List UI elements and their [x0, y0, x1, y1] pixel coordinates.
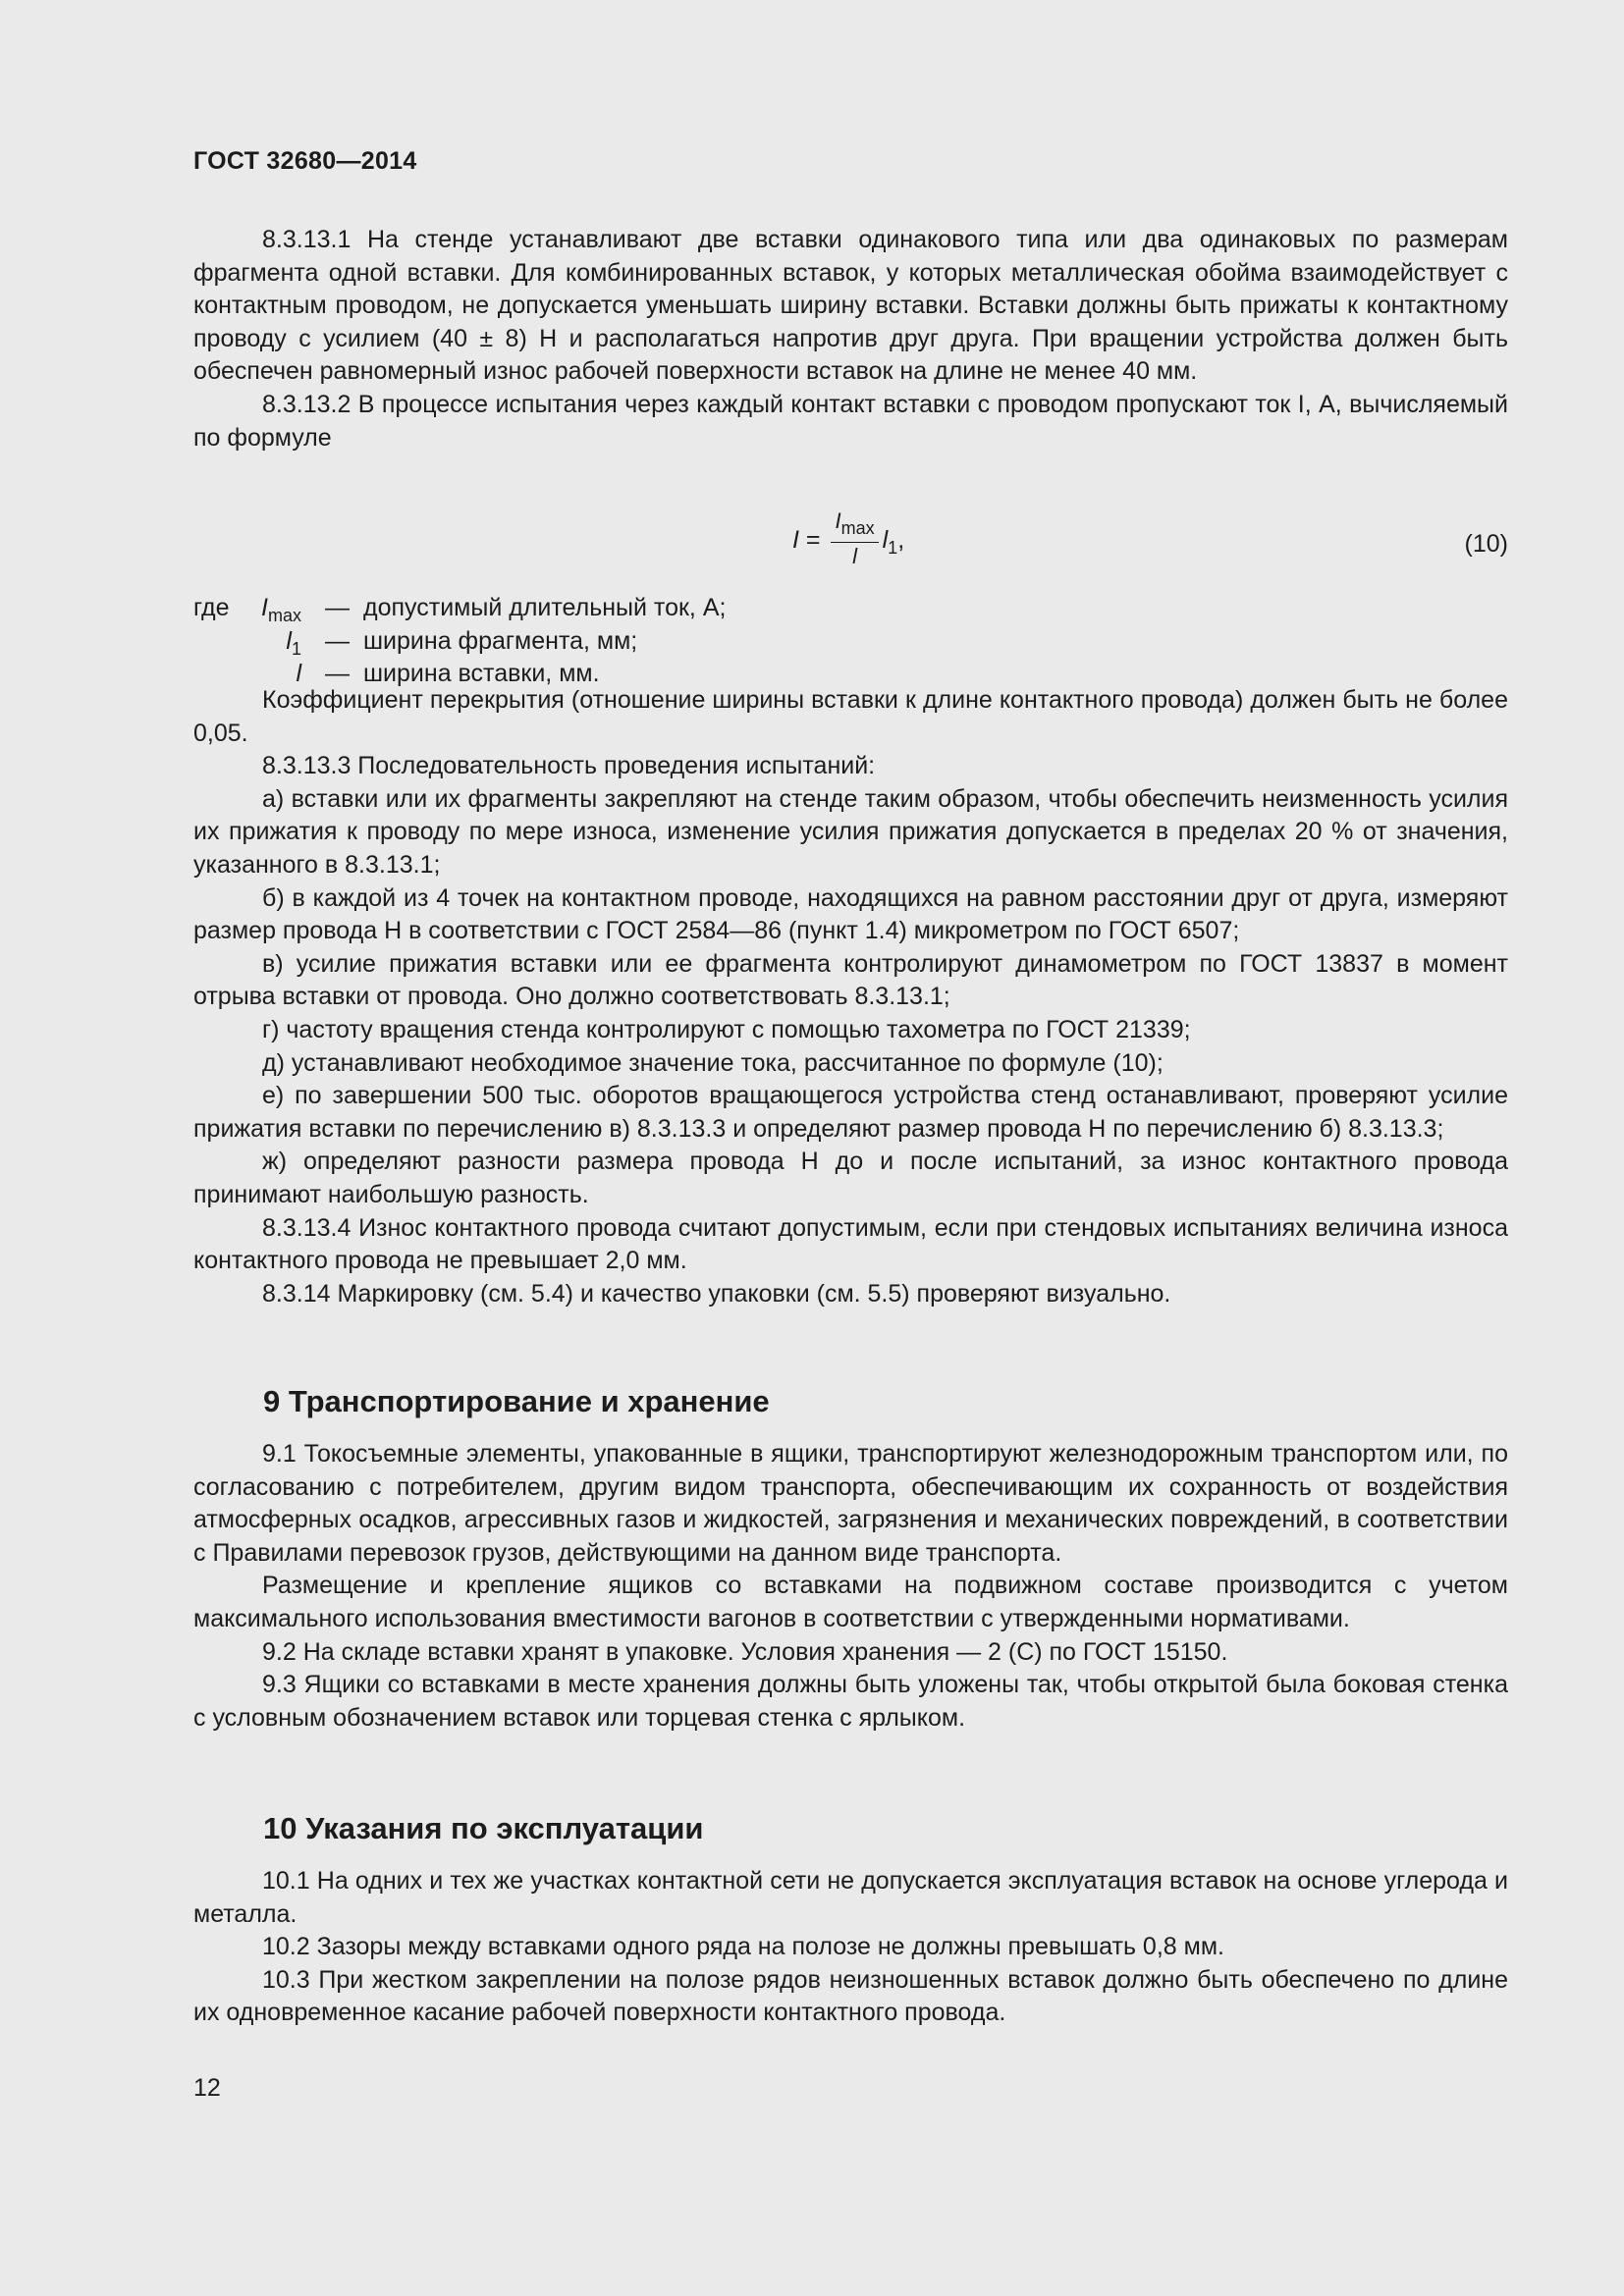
paragraph-9-3: 9.3 Ящики со вставками в месте хранения должны быть уложены так, чтобы открытой была боковая стенка с условным обозначением вставок или торцевая стенка с ярлыком.	[193, 1671, 1508, 1732]
list-item-a: а) вставки или их фрагменты закрепляют на стенде таким образом, чтобы обеспечить неизменность усилия их прижатия к проводу по мере износа, изменение усилия прижатия допускается в пределах 20 % от значения, указанного в 8.3.13.1;	[193, 784, 1508, 879]
legend-description: ширина вставки, мм.	[363, 660, 600, 688]
paragraph-8-3-13-4: 8.3.13.4 Износ контактного провода считают допустимым, если при стендовых испытаниях величина износа контактного провода не превышает 2,0 мм.	[193, 1213, 1508, 1275]
formula-equals: =	[805, 526, 821, 555]
paragraph-9-1: 9.1 Токосъемные элементы, упакованные в ящики, транспортируют железнодорожным транспортом или, по согласованию с потребителем, другим видом транспорта, обеспечивающим их сохранность от воздействия атмосферных осадков, агрессивных газов и жидкостей, загрязнения и механических повреждений, в соответствии с Правилами перевозок грузов, действующими на данном виде транспорта.	[193, 1440, 1508, 1567]
formula-trail: ,	[897, 526, 905, 555]
legend-dash: —	[325, 626, 350, 655]
paragraph-8-3-13-1: 8.3.13.1 На стенде устанавливают две вставки одинакового типа или два одинаковых по размерам фрагмента одной вставки. Для комбинированных вставок, у которых металлическая обойма взаимодействует с контактным проводом, не допускается уменьшать ширину вставки. Вставки должны быть прижаты к контактному проводу с усилием (40 ± 8) Н и располагаться напротив друг друга. При вращении устройства должен быть обеспечен равномерный износ рабочей поверхности вставок на длине не менее 40 мм.	[193, 226, 1508, 386]
formula-denominator: l	[852, 544, 857, 568]
legend-symbol: l	[296, 660, 301, 688]
legend-symbol: $I_{max}$	[261, 594, 301, 625]
legend-dash: —	[325, 660, 350, 688]
legend-lead: где	[193, 594, 230, 621]
page-number: 12	[193, 2074, 221, 2102]
list-item-b: б) в каждой из 4 точек на контактном проводе, находящихся на равном расстоянии друг от друга, измеряют размер провода Н в соответствии с ГОСТ 2584—86 (пункт 1.4) микрометром по ГОСТ 6507;	[193, 883, 1508, 945]
document-code-header: ГОСТ 32680—2014	[193, 147, 417, 175]
section-10-heading: 10 Указания по эксплуатации	[263, 1811, 704, 1845]
paragraph-8-3-14: 8.3.14 Маркировку (см. 5.4) и качество упаковки (см. 5.5) проверяют визуально.	[262, 1279, 1171, 1308]
formula-lhs: I	[792, 526, 799, 555]
section-9-heading: 9 Транспортирование и хранение	[263, 1384, 770, 1418]
formula-fraction	[831, 508, 878, 570]
formula-10	[193, 503, 1508, 581]
paragraph-8-3-13-2: 8.3.13.2 В процессе испытания через каждый контакт вставки с проводом пропускают ток I, А, вычисляемый по формуле	[193, 390, 1508, 452]
legend-description: ширина фрагмента, мм;	[363, 626, 638, 655]
paragraph-overlap-coefficient: Коэффициент перекрытия (отношение ширины вставки к длине контактного провода) должен быть не более 0,05.	[193, 686, 1508, 747]
list-item-d: д) устанавливают необходимое значение тока, рассчитанное по формуле (10);	[262, 1048, 1164, 1077]
paragraph-9-1-placement: Размещение и крепление ящиков со вставками на подвижном составе производится с учетом максимального использования вместимости вагонов в соответствии с утвержденными нормативами.	[193, 1572, 1508, 1632]
list-item-zh: ж) определяют разности размера провода Н до и после испытаний, за износ контактного провода принимают наибольшую разность.	[193, 1148, 1508, 1208]
list-item-g: г) частоту вращения стенда контролируют с помощью тахометра по ГОСТ 21339;	[262, 1015, 1191, 1043]
paragraph-10-2: 10.2 Зазоры между вставками одного ряда на полозе не должны превышать 0,8 мм.	[262, 1933, 1224, 1961]
equation-number: (10)	[1464, 530, 1508, 558]
section-10-text	[193, 1865, 1508, 2030]
test-procedure-text	[193, 684, 1508, 1310]
formula-numerator: $I_{max}$	[831, 508, 878, 543]
legend-dash: —	[325, 594, 350, 621]
list-item-v: в) усилие прижатия вставки или ее фрагмента контролируют динамометром по ГОСТ 13837 в момент отрыва вставки от провода. Оно должно соответствовать 8.3.13.1;	[193, 949, 1508, 1011]
formula-expression	[792, 510, 904, 572]
paragraph-9-2: 9.2 На складе вставки хранят в упаковке. Условия хранения — 2 (С) по ГОСТ 15150.	[262, 1637, 1228, 1666]
legend-description: допустимый длительный ток, А;	[363, 594, 727, 621]
formula-multiplier: $l_1$	[882, 526, 898, 559]
section-8-3-13-text	[193, 224, 1508, 454]
paragraph-8-3-13-3: 8.3.13.3 Последовательность проведения испытаний:	[262, 752, 876, 780]
paragraph-10-1: 10.1 На одних и тех же участках контактной сети не допускается эксплуатация вставок на основе углерода и металла.	[193, 1867, 1508, 1928]
section-9-text	[193, 1438, 1508, 1735]
legend-symbol: $l_1$	[286, 626, 301, 659]
list-item-e: е) по завершении 500 тыс. оборотов вращающегося устройства стенд останавливают, проверяют усилие прижатия вставки по перечислению в) 8.3.13.3 и определяют размер провода Н по перечислению б) 8.3.13.3;	[193, 1082, 1508, 1143]
paragraph-10-3: 10.3 При жестком закреплении на полозе рядов неизношенных вставок должно быть обеспечено по длине их одновременное касание рабочей поверхности контактного провода.	[193, 1965, 1508, 2027]
